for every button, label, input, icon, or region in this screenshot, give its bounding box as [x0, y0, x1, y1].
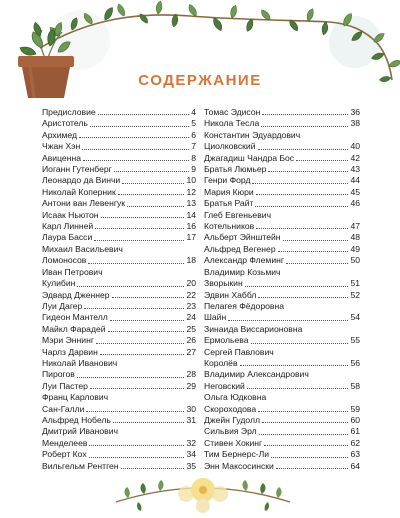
dot-leader	[94, 240, 184, 241]
toc-entry	[204, 175, 360, 186]
toc-entry-title: Леонардо да Винчи	[42, 175, 121, 186]
toc-entry-title: Авиценна	[42, 152, 81, 163]
toc-entry	[204, 415, 360, 426]
toc-entry-page: 28	[186, 369, 196, 380]
dot-leader	[252, 183, 348, 184]
toc-entry	[204, 198, 360, 209]
toc-entry-title: Роберт Кох	[42, 449, 87, 460]
toc-entry	[204, 153, 360, 164]
toc-entry-first-line: Константин Эдуардович	[204, 129, 301, 140]
toc-entry	[204, 244, 360, 255]
toc-entry-title: Альфред Вегенер	[204, 243, 276, 254]
toc-entry-title: Стивен Хокинг	[204, 437, 263, 448]
toc-entry	[42, 415, 196, 426]
toc-entry	[204, 118, 360, 129]
toc-entry-page: 63	[350, 449, 360, 460]
dot-leader	[100, 354, 185, 355]
toc-entry-title: Альфред Нобель	[42, 414, 111, 425]
toc-entry	[42, 290, 196, 301]
toc-entry-first-line: Дмитрий Иванович	[42, 426, 119, 437]
page-title: СОДЕРЖАНИЕ	[138, 72, 262, 89]
dot-leader	[113, 422, 185, 423]
toc-entry	[204, 141, 360, 152]
toc-entry-title: Аристотель	[42, 118, 88, 129]
toc-entry-title: Чжан Хэн	[42, 141, 81, 152]
toc-entry-page: 60	[350, 414, 360, 425]
toc-entry-page: 54	[350, 312, 360, 323]
toc-column-left	[42, 107, 196, 472]
toc-entry-page: 42	[350, 152, 360, 163]
toc-entry	[204, 449, 360, 460]
dot-leader	[90, 126, 189, 127]
toc-entry-page: 27	[186, 346, 196, 357]
toc-entry-first-line: Пелагея Фёдоровна	[204, 300, 284, 311]
toc-entry-first-line: Сергей Павлович	[204, 346, 274, 357]
dot-leader	[261, 126, 348, 127]
toc-entry	[42, 312, 196, 323]
toc-entry-page: 12	[186, 186, 196, 197]
dot-leader	[240, 365, 349, 366]
dot-leader	[101, 217, 185, 218]
toc-entry	[42, 449, 196, 460]
toc-entry	[204, 358, 360, 369]
toc-entry	[204, 107, 360, 118]
toc-entry	[42, 369, 196, 380]
dot-leader	[84, 308, 184, 309]
toc-entry-title: Архимед	[42, 129, 78, 140]
vine-garland-illustration	[0, 0, 400, 110]
dot-leader	[114, 171, 189, 172]
toc-entry-page: 56	[350, 357, 360, 368]
toc-entry-page: 31	[186, 414, 196, 425]
toc-entry-title: Братья Райт	[204, 198, 254, 209]
dot-leader	[96, 343, 184, 344]
toc-entry-title: Майкл Фарадей	[42, 323, 106, 334]
toc-entry-page: 25	[186, 323, 196, 334]
toc-entry-title: Александр Флеминг	[204, 255, 285, 266]
dot-leader	[278, 251, 349, 252]
toc-entry	[42, 232, 196, 243]
toc-entry-page: 34	[186, 449, 196, 460]
toc-entry-page: 43	[350, 164, 360, 175]
toc-column-right	[204, 107, 360, 472]
toc-entry-page: 13	[186, 198, 196, 209]
dot-leader	[228, 320, 348, 321]
dot-leader	[258, 149, 349, 150]
toc-entry-page: 6	[191, 129, 196, 140]
toc-entry-first-line: Иван Петрович	[42, 266, 103, 277]
dot-leader	[264, 445, 348, 446]
toc-entry-page: 40	[350, 141, 360, 152]
toc-entry-title: Зворыкин	[204, 278, 243, 289]
toc-entry-title: Котельников	[204, 221, 255, 232]
dot-leader	[122, 183, 184, 184]
toc-entry-page: 23	[186, 300, 196, 311]
dot-leader	[283, 240, 349, 241]
toc-entry-title: Энн Максосински	[204, 460, 274, 471]
toc-entry-page: 22	[186, 289, 196, 300]
toc-entry	[42, 438, 196, 449]
toc-entry	[42, 187, 196, 198]
dot-leader	[251, 343, 349, 344]
dot-leader	[262, 422, 348, 423]
toc-entry-first-line: Владимир Александрович	[204, 369, 309, 380]
toc-entry-page: 5	[191, 118, 196, 129]
dot-leader	[256, 228, 348, 229]
toc-entry-title: Эдвин Хаббл	[204, 289, 257, 300]
dot-leader	[247, 388, 349, 389]
toc-entry	[42, 153, 196, 164]
toc-entry-title: Менделеев	[42, 437, 88, 448]
toc-entry-page: 64	[350, 460, 360, 471]
toc-entry-title: Королёв	[204, 357, 238, 368]
toc-entry-page: 29	[186, 380, 196, 391]
dot-leader	[121, 468, 185, 469]
dot-leader	[245, 286, 349, 287]
toc-entry	[204, 164, 360, 175]
toc-entry	[42, 255, 196, 266]
toc-entry	[204, 232, 360, 243]
toc-entry-title: Джейн Гудолл	[204, 414, 261, 425]
dot-leader	[112, 297, 185, 298]
toc-entry-page: 35	[186, 460, 196, 471]
toc-entry-title: Николай Коперник	[42, 186, 116, 197]
toc-entry-page: 4	[191, 107, 196, 117]
toc-entry-page: 58	[350, 380, 360, 391]
dot-leader	[127, 206, 184, 207]
toc-entry-title: Альберт Эйнштейн	[204, 232, 281, 243]
dot-leader	[118, 194, 185, 195]
dot-leader	[77, 377, 185, 378]
dot-leader	[286, 263, 348, 264]
toc-entry-page: 16	[186, 221, 196, 232]
dot-leader	[108, 331, 185, 332]
dot-leader	[256, 194, 349, 195]
toc-entry-title: Томас Эдисон	[204, 107, 261, 117]
dot-leader	[86, 411, 184, 412]
toc-entry	[42, 141, 196, 152]
toc-entry-first-line: Владимир Козьмич	[204, 266, 281, 277]
dot-leader	[89, 457, 185, 458]
toc-entry-first-line: Михаил Васильевич	[42, 243, 123, 254]
toc-entry	[204, 312, 360, 323]
toc-entry	[42, 130, 196, 141]
dot-leader	[90, 388, 185, 389]
toc-entry-page: 45	[350, 186, 360, 197]
toc-entry-page: 24	[186, 312, 196, 323]
toc-entry-title: Исаак Ньютон	[42, 209, 99, 220]
dot-leader	[255, 206, 348, 207]
toc-entry-title: Луи Дагер	[42, 300, 83, 311]
toc-entry-title: Кулибин	[42, 278, 76, 289]
toc-entry-title: Сильвия Эрл	[204, 426, 257, 437]
dot-leader	[83, 160, 189, 161]
dot-leader	[271, 457, 348, 458]
toc-entry	[42, 324, 196, 335]
toc-entry-title: Гидеон Мантелл	[42, 312, 108, 323]
toc-entry	[204, 461, 360, 472]
toc-entry-page: 32	[186, 437, 196, 448]
toc-entry-title: Скороходова	[204, 403, 257, 414]
toc-entry-page: 55	[350, 335, 360, 346]
dot-leader	[258, 297, 348, 298]
toc-entry-title: Братья Люмьер	[204, 164, 267, 175]
dot-leader	[89, 445, 184, 446]
dot-leader	[110, 320, 185, 321]
toc-entry-title: Тим Бернерс-Ли	[204, 449, 270, 460]
toc-entry-title: Сан-Галли	[42, 403, 85, 414]
toc-entry-page: 36	[350, 107, 360, 117]
toc-entry-first-line: Франц Карлович	[42, 392, 109, 403]
toc-entry-page: 30	[186, 403, 196, 414]
toc-entry-page: 17	[186, 232, 196, 243]
toc-entry	[204, 404, 360, 415]
toc-entry-page: 26	[186, 335, 196, 346]
toc-entry	[42, 404, 196, 415]
toc-entry-title: Циолковский	[204, 141, 256, 152]
toc-entry-title: Эдвард Дженнер	[42, 289, 110, 300]
toc-entry	[204, 335, 360, 346]
toc-entry-title: Неговский	[204, 380, 245, 391]
toc-entry-title: Вильгельм Рентген	[42, 460, 119, 471]
toc-entry-page: 49	[350, 243, 360, 254]
toc-entry-page: 47	[350, 221, 360, 232]
toc-entry-title: Шайн	[204, 312, 227, 323]
dot-leader	[79, 137, 189, 138]
toc-entry	[42, 198, 196, 209]
dot-leader	[259, 434, 349, 435]
toc-entry-title: Иоганн Гутенберг	[42, 164, 112, 175]
flower-garland-illustration	[108, 472, 298, 516]
toc-entry	[42, 381, 196, 392]
toc-entry-page: 38	[350, 118, 360, 129]
toc-entry	[204, 221, 360, 232]
dot-leader	[77, 286, 184, 287]
toc-entry	[204, 426, 360, 437]
toc-entry-title: Предисловие	[42, 107, 96, 117]
toc-entry	[204, 381, 360, 392]
toc-entry-page: 52	[350, 289, 360, 300]
dot-leader	[296, 160, 348, 161]
toc-entry	[42, 461, 196, 472]
toc-entry-page: 10	[186, 175, 196, 186]
dot-leader	[276, 468, 349, 469]
toc-entry	[42, 301, 196, 312]
toc-entry-title: Мария Кюри	[204, 186, 254, 197]
toc-entry	[204, 255, 360, 266]
dot-leader	[258, 411, 348, 412]
toc-entry	[42, 107, 196, 118]
toc-entry	[42, 118, 196, 129]
toc-entry-title: Никола Тесла	[204, 118, 260, 129]
toc-entry-page: 7	[191, 141, 196, 152]
dot-leader	[82, 149, 189, 150]
toc-entry-page: 48	[350, 232, 360, 243]
toc-entry	[42, 347, 196, 358]
toc-entry	[42, 175, 196, 186]
toc-entry-page: 20	[186, 278, 196, 289]
toc-entry-page: 59	[350, 403, 360, 414]
toc-entry-first-line: Глеб Евгеньевич	[204, 209, 272, 220]
toc-entry-title: Лаура Басси	[42, 232, 93, 243]
toc-entry-page: 46	[350, 198, 360, 209]
toc-entry-page: 18	[186, 255, 196, 266]
toc-entry-page: 8	[191, 152, 196, 163]
dot-leader	[98, 114, 190, 115]
toc-entry-title: Луи Пастер	[42, 380, 88, 391]
toc-entry-title: Ломоносов	[42, 255, 87, 266]
toc-entry-page: 14	[186, 209, 196, 220]
toc-entry-title: Ермольева	[204, 335, 249, 346]
flower-icon	[178, 478, 228, 513]
toc-entry	[204, 278, 360, 289]
toc-entry-title: Мэри Эннинг	[42, 335, 94, 346]
toc-entry-title: Пирогов	[42, 369, 75, 380]
toc-entry	[204, 187, 360, 198]
toc-entry-first-line: Ольга Юдковна	[204, 392, 267, 403]
toc-entry-page: 62	[350, 437, 360, 448]
toc-entry-page: 44	[350, 175, 360, 186]
toc-entry-page: 51	[350, 278, 360, 289]
toc-entry-page: 9	[191, 164, 196, 175]
toc-entry	[42, 335, 196, 346]
toc-entry-page: 50	[350, 255, 360, 266]
toc-entry-first-line: Николай Иванович	[42, 357, 118, 368]
toc-entry	[42, 278, 196, 289]
dot-leader	[268, 171, 348, 172]
toc-entry	[42, 210, 196, 221]
toc-entry-title: Джагадиш Чандра Бос	[204, 152, 295, 163]
toc-entry-title: Антони ван Левенгук	[42, 198, 126, 209]
dot-leader	[262, 114, 348, 115]
toc-entry-title: Карл Линней	[42, 221, 94, 232]
toc-entry	[204, 438, 360, 449]
dot-leader	[95, 228, 184, 229]
toc-entry-title: Чарлз Дарвин	[42, 346, 98, 357]
toc-entry-page: 61	[350, 426, 360, 437]
toc-entry-first-line: Зинаида Виссарионовна	[204, 323, 303, 334]
dot-leader	[88, 263, 184, 264]
toc-entry	[42, 221, 196, 232]
toc-entry	[42, 164, 196, 175]
toc-entry	[204, 290, 360, 301]
toc-entry-title: Генри Форд	[204, 175, 251, 186]
